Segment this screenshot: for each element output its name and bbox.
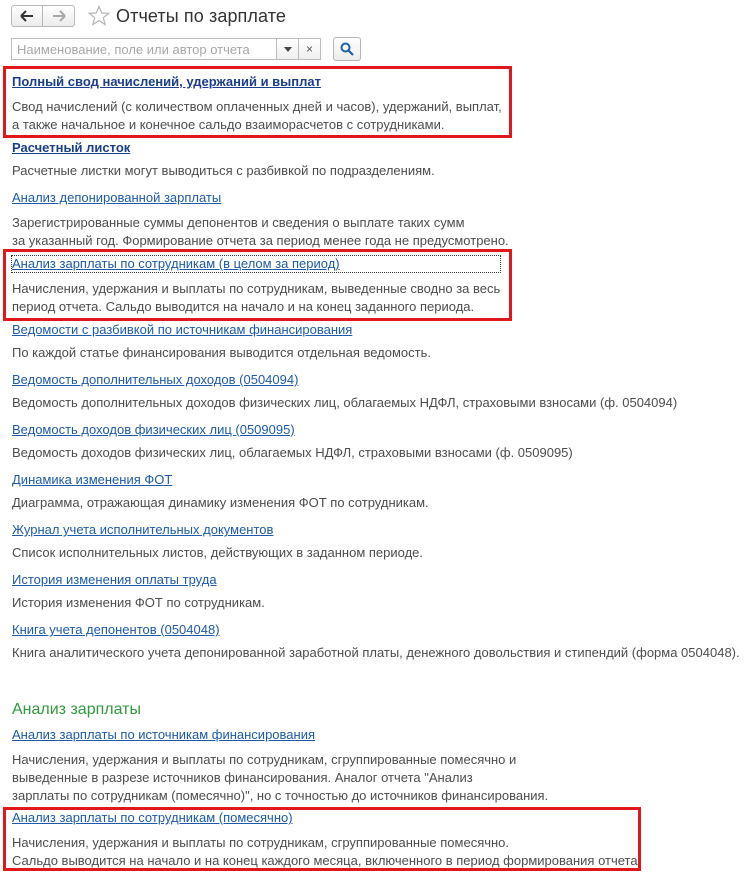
report-link[interactable]: Анализ депонированной зарплаты [12,190,222,205]
report-link[interactable]: Ведомость дополнительных доходов (0504094) [12,372,299,387]
report-link[interactable]: Ведомость доходов физических лиц (0509095) [12,422,295,437]
report-item [12,422,573,462]
report-description: Книга аналитического учета депонированной заработной платы, денежного довольствия и стипендий (форма 0504048). [12,645,740,660]
search-button[interactable] [333,37,361,61]
highlight-frame [3,807,641,871]
search-history-dropdown[interactable] [277,38,299,60]
report-item [12,727,548,805]
report-link[interactable]: Журнал учета исполнительных документов [12,522,274,537]
report-description: Диаграмма, отражающая динамику изменения ФОТ по сотрудникам. [12,495,429,510]
report-description: По каждой статье финансирования выводится отдельная ведомость. [12,345,432,360]
report-item [12,140,435,180]
forward-button[interactable] [43,5,75,27]
report-link[interactable]: Расчетный листок [12,140,131,155]
favorite-star-icon [88,5,110,27]
back-button[interactable] [11,5,43,27]
report-description: Зарегистрированные суммы депонентов и сведения о выплате таких сумм за указанный год. Формирование отчета за период менее года не предусмотрено. [12,215,509,248]
clear-icon: × [305,42,313,56]
report-description: Ведомость доходов физических лиц, облагаемых НДФЛ, страховыми взносами (ф. 0509095) [12,445,573,460]
highlight-frame [3,66,512,138]
report-link[interactable]: Анализ зарплаты по сотрудникам (в целом за период) [12,256,500,272]
report-item [12,372,677,412]
report-item [12,572,265,612]
forward-arrow-icon [52,10,66,22]
search-bar [11,37,361,61]
report-item [12,322,431,362]
report-description: Ведомость дополнительных доходов физических лиц, облагаемых НДФЛ, страховыми взносами (ф. 0504094) [12,395,678,410]
report-description: Свод начислений (с количеством оплаченных дней и часов), удержаний, выплат, а также начальное и конечное сальдо взаиморасчетов с сотрудниками. [12,99,502,132]
report-item [12,522,423,562]
report-link[interactable]: Книга учета депонентов (0504048) [12,622,220,637]
favorite-star-button[interactable] [87,4,111,28]
report-description: Начисления, удержания и выплаты по сотрудникам, сгруппированные помесячно и выведенные в разрезе источников финансирования. Аналог отчета "Анализ зарплаты по сотрудникам (помесячно)", но с точностью до источников финансирования. [12,752,549,803]
report-link[interactable]: Анализ зарплаты по сотрудникам (помесячно) [12,810,293,825]
search-icon [340,42,354,56]
report-description: Расчетные листки могут выводиться с разбивкой по подразделениям. [12,163,435,178]
dropdown-arrow-icon [284,47,292,52]
report-link[interactable]: Полный свод начислений, удержаний и выплат [12,74,321,89]
page-title: Отчеты по зарплате [116,5,286,26]
highlight-frame [3,249,512,321]
report-item [12,622,740,662]
report-item [12,472,429,512]
clear-search-button[interactable] [299,38,321,60]
section-title: Анализ зарплаты [12,701,141,718]
report-description: История изменения ФОТ по сотрудникам. [12,595,265,610]
report-link[interactable]: Анализ зарплаты по источникам финансирования [12,727,315,742]
report-link[interactable]: Ведомости с разбивкой по источникам финансирования [12,322,353,337]
report-link[interactable]: Динамика изменения ФОТ [12,472,173,487]
report-description: Начисления, удержания и выплаты по сотрудникам, сгруппированные помесячно. Сальдо выводится на начало и на конец каждого месяца, включенного в период формирования отчета. [12,835,642,868]
report-item [12,190,509,250]
back-arrow-icon [20,10,34,22]
toolbar [11,3,286,29]
report-description: Начисления, удержания и выплаты по сотрудникам, выведенные сводно за весь период отчета. Сальдо выводится на начало и на конец заданного периода. [12,281,501,314]
report-description: Список исполнительных листов, действующих в заданном периоде. [12,545,424,560]
search-input[interactable] [11,38,277,60]
report-link[interactable]: История изменения оплаты труда [12,572,217,587]
